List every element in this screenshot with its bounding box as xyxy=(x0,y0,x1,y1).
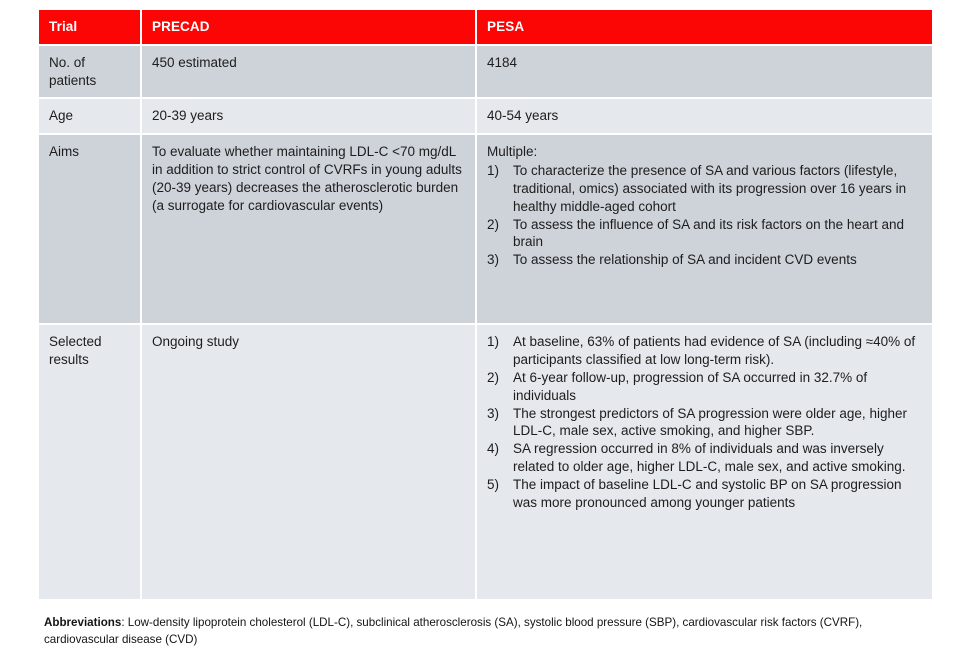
list-item xyxy=(487,162,922,215)
comparison-table-container xyxy=(37,8,932,601)
list-item xyxy=(487,333,922,369)
table-row xyxy=(39,135,932,323)
list-item-text: At 6-year follow-up, progression of SA occurred in 32.7% of individuals xyxy=(513,369,871,403)
pesa-results-list xyxy=(487,333,922,511)
list-item-text: To characterize the presence of SA and various factors (lifestyle, traditional, omics) associated with its progression over 16 years in healthy middle-aged cohort xyxy=(513,163,910,214)
list-item xyxy=(487,216,922,252)
list-item-text: The strongest predictors of SA progression were older age, higher LDL-C, male sex, active smoking, and higher SBP. xyxy=(513,405,911,439)
trial-comparison-table xyxy=(37,8,934,601)
footnote-label: Abbreviations xyxy=(44,616,122,629)
list-item xyxy=(487,251,922,269)
table-row xyxy=(39,99,932,133)
cell-precad-selected-results: Ongoing study xyxy=(142,325,475,599)
abbreviations-footnote xyxy=(44,615,928,649)
cell-pesa-age: 40-54 years xyxy=(477,99,932,133)
list-marker: 3) xyxy=(487,405,500,421)
pesa-aims-intro: Multiple: xyxy=(487,144,538,160)
list-item-text: At baseline, 63% of patients had evidence of SA (including ≈40% of participants classified at low long-term risk). xyxy=(513,334,919,368)
list-marker: 1) xyxy=(487,163,500,179)
list-marker: 5) xyxy=(487,476,500,492)
list-marker: 3) xyxy=(487,252,500,268)
column-header-trial: Trial xyxy=(39,10,140,44)
list-item xyxy=(487,476,922,512)
footnote-text: : Low-density lipoprotein cholesterol (LDL-C), subclinical atherosclerosis (SA), systolic blood pressure (SBP), cardiovascular risk factors (CVRF), cardiovascular disease (CVD) xyxy=(44,616,863,646)
list-item-text: To assess the relationship of SA and incident CVD events xyxy=(513,252,857,268)
table-body xyxy=(39,46,932,599)
cell-precad-no-of-patients: 450 estimated xyxy=(142,46,475,98)
list-item-text: To assess the influence of SA and its risk factors on the heart and brain xyxy=(513,216,908,250)
list-marker: 4) xyxy=(487,441,500,457)
cell-pesa-selected-results xyxy=(477,325,932,599)
cell-pesa-aims xyxy=(477,135,932,323)
list-marker: 1) xyxy=(487,334,500,350)
list-item-text: The impact of baseline LDL-C and systolic BP on SA progression was more pronounced among younger patients xyxy=(513,476,906,510)
cell-precad-age: 20-39 years xyxy=(142,99,475,133)
list-item xyxy=(487,369,922,405)
row-label-aims: Aims xyxy=(39,135,140,323)
cell-pesa-no-of-patients: 4184 xyxy=(477,46,932,98)
row-label-no-of-patients: No. of patients xyxy=(39,46,140,98)
column-header-precad: PRECAD xyxy=(142,10,475,44)
list-item xyxy=(487,440,922,476)
row-label-selected-results: Selected results xyxy=(39,325,140,599)
pesa-aims-list xyxy=(487,162,922,269)
list-item xyxy=(487,405,922,441)
table-row xyxy=(39,325,932,599)
cell-precad-aims: To evaluate whether maintaining LDL-C <70 mg/dL in addition to strict control of CVRFs in young adults (20-39 years) decreases the atherosclerotic burden (a surrogate for cardiovascular events) xyxy=(142,135,475,323)
table-header xyxy=(39,10,932,44)
list-marker: 2) xyxy=(487,369,500,385)
list-marker: 2) xyxy=(487,216,500,232)
row-label-age: Age xyxy=(39,99,140,133)
list-item-text: SA regression occurred in 8% of individuals and was inversely related to older age, higher LDL-C, male sex, and active smoking. xyxy=(513,441,906,474)
column-header-pesa: PESA xyxy=(477,10,932,44)
table-row xyxy=(39,46,932,98)
table-header-row xyxy=(39,10,932,44)
